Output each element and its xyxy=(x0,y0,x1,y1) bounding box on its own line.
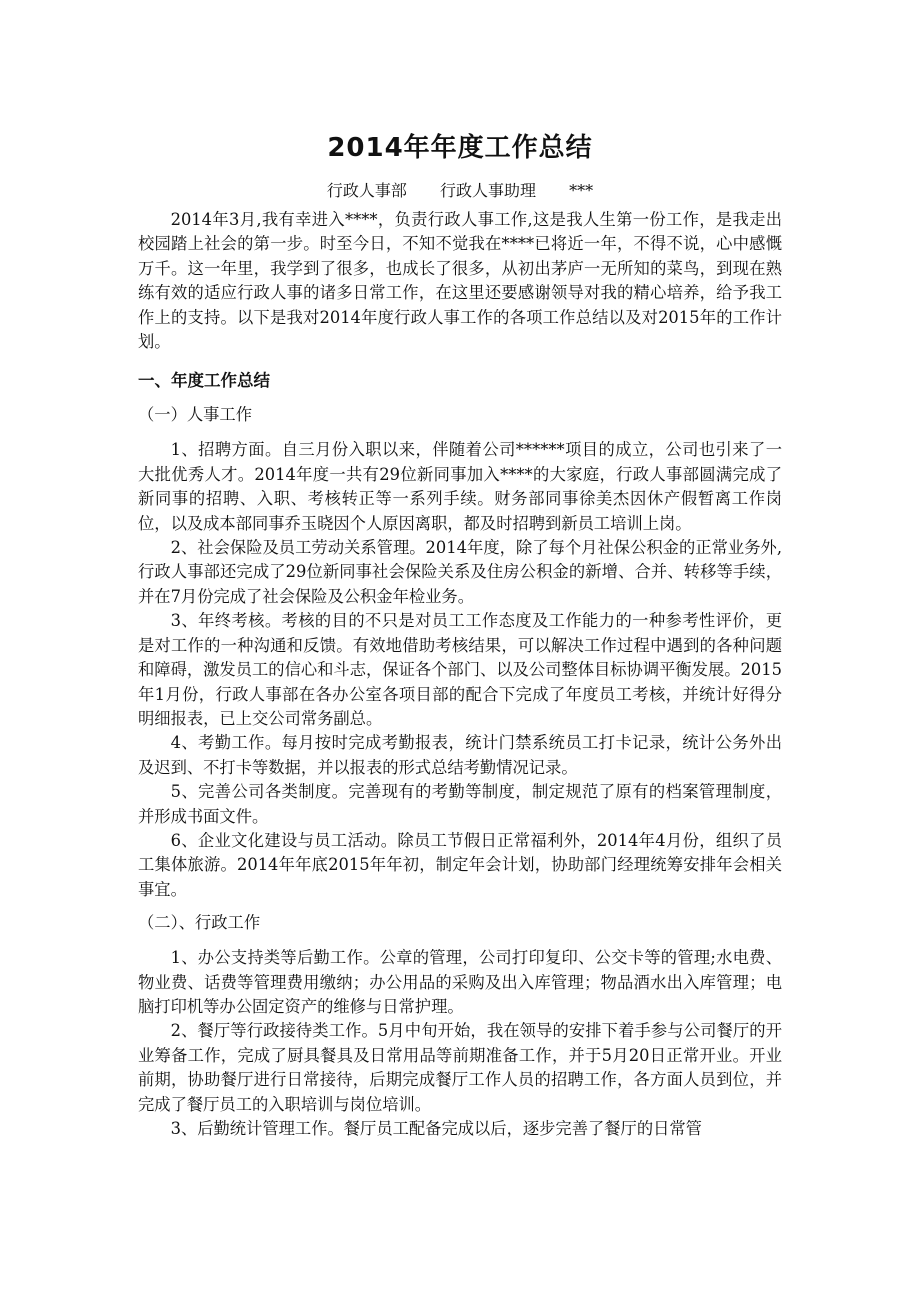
hr-item-policies: 5、完善公司各类制度。完善现有的考勤等制度，制定规范了原有的档案管理制度，并形成书面文件。 xyxy=(138,782,782,826)
hr-item-culture: 6、企业文化建设与员工活动。除员工节假日正常福利外，2014年4月份，组织了员工集体旅游。2014年年底2015年年初，制定年会计划，协助部门经理统筹安排年会相关事宜。 xyxy=(138,830,782,899)
hr-item-social-insurance: 2、社会保险及员工劳动关系管理。2014年度，除了每个月社保公积金的正常业务外,行政人事部还完成了29位新同事社会保险关系及住房公积金的新增、合并、转移等手续，并在7月份完成了社会保险及公积金年检业务。 xyxy=(138,538,782,606)
document-page xyxy=(138,0,782,1141)
admin-item-logistics: 1、办公支持类等后勤工作。公章的管理，公司打印复印、公交卡等的管理;水电费、物业费、话费等管理费用缴纳；办公用品的采购及出入库管理；物品酒水出入库管理；电脑打印机等办公固定资产的维修与日常护理。 xyxy=(138,948,782,1016)
byline-department: 行政人事部 xyxy=(326,181,407,200)
document-title: 2014年年度工作总结 xyxy=(327,133,593,163)
hr-item-recruitment: 1、招聘方面。自三月份入职以来，伴随着公司******项目的成立，公司也引来了一大批优秀人才。2014年度一共有29位新同事加入****的大家庭，行政人事部圆满完成了新同事的招聘、入职、考核转正等一系列手续。财务部同事徐美杰因休产假暂离工作岗位，以及成本部同事乔玉晓因个人原因离职，都及时招聘到新员工培训上岗。 xyxy=(138,440,782,533)
admin-item-reception: 2、餐厅等行政接待类工作。5月中旬开始，我在领导的安排下着手参与公司餐厅的开业筹备工作，完成了厨具餐具及日常用品等前期准备工作，并于5月20日正常开业。开业前期，协助餐厅进行日常接待，后期完成餐厅工作人员的招聘工作，各方面人员到位，并完成了餐厅员工的入职培训与岗位培训。 xyxy=(138,1021,782,1114)
subsection-heading-hr: （一）人事工作 xyxy=(138,405,252,425)
hr-item-annual-review: 3、年终考核。考核的目的不只是对员工工作态度及工作能力的一种参考性评价，更是对工作的一种沟通和反馈。有效地借助考核结果，可以解决工作过程中遇到的各种问题和障碍，激发员工的信心和斗志，保证各个部门、以及公司整体目标协调平衡发展。2015年1月份，行政人事部在各办公室各项目部的配合下完成了年度员工考核，并统计好得分明细报表，已上交公司常务副总。 xyxy=(138,611,782,728)
byline xyxy=(138,178,782,204)
admin-item-statistics: 3、后勤统计管理工作。餐厅员工配备完成以后，逐步完善了餐厅的日常管 xyxy=(170,1119,702,1138)
byline-position: 行政人事助理 xyxy=(440,181,537,200)
subsection-heading-admin: （二）、行政工作 xyxy=(138,913,261,933)
byline-name: *** xyxy=(569,181,594,200)
section-heading-annual-summary: 一、年度工作总结 xyxy=(138,371,270,391)
hr-item-attendance: 4、考勤工作。每月按时完成考勤报表，统计门禁系统员工打卡记录，统计公务外出及迟到、不打卡等数据，并以报表的形式总结考勤情况记录。 xyxy=(138,733,782,777)
intro-paragraph: 2014年3月,我有幸进入****，负责行政人事工作,这是我人生第一份工作，是我走出校园踏上社会的第一步。时至今日，不知不觉我在****已将近一年，不得不说，心中感慨万千。这一年里，我学到了很多，也成长了很多，从初出茅庐一无所知的菜鸟，到现在熟练有效的适应行政人事的诸多日常工作，在这里还要感谢领导对我的精心培养，给予我工作上的支持。以下是我对2014年度行政人事工作的各项工作总结以及对2015年的工作计划。 xyxy=(138,210,782,352)
